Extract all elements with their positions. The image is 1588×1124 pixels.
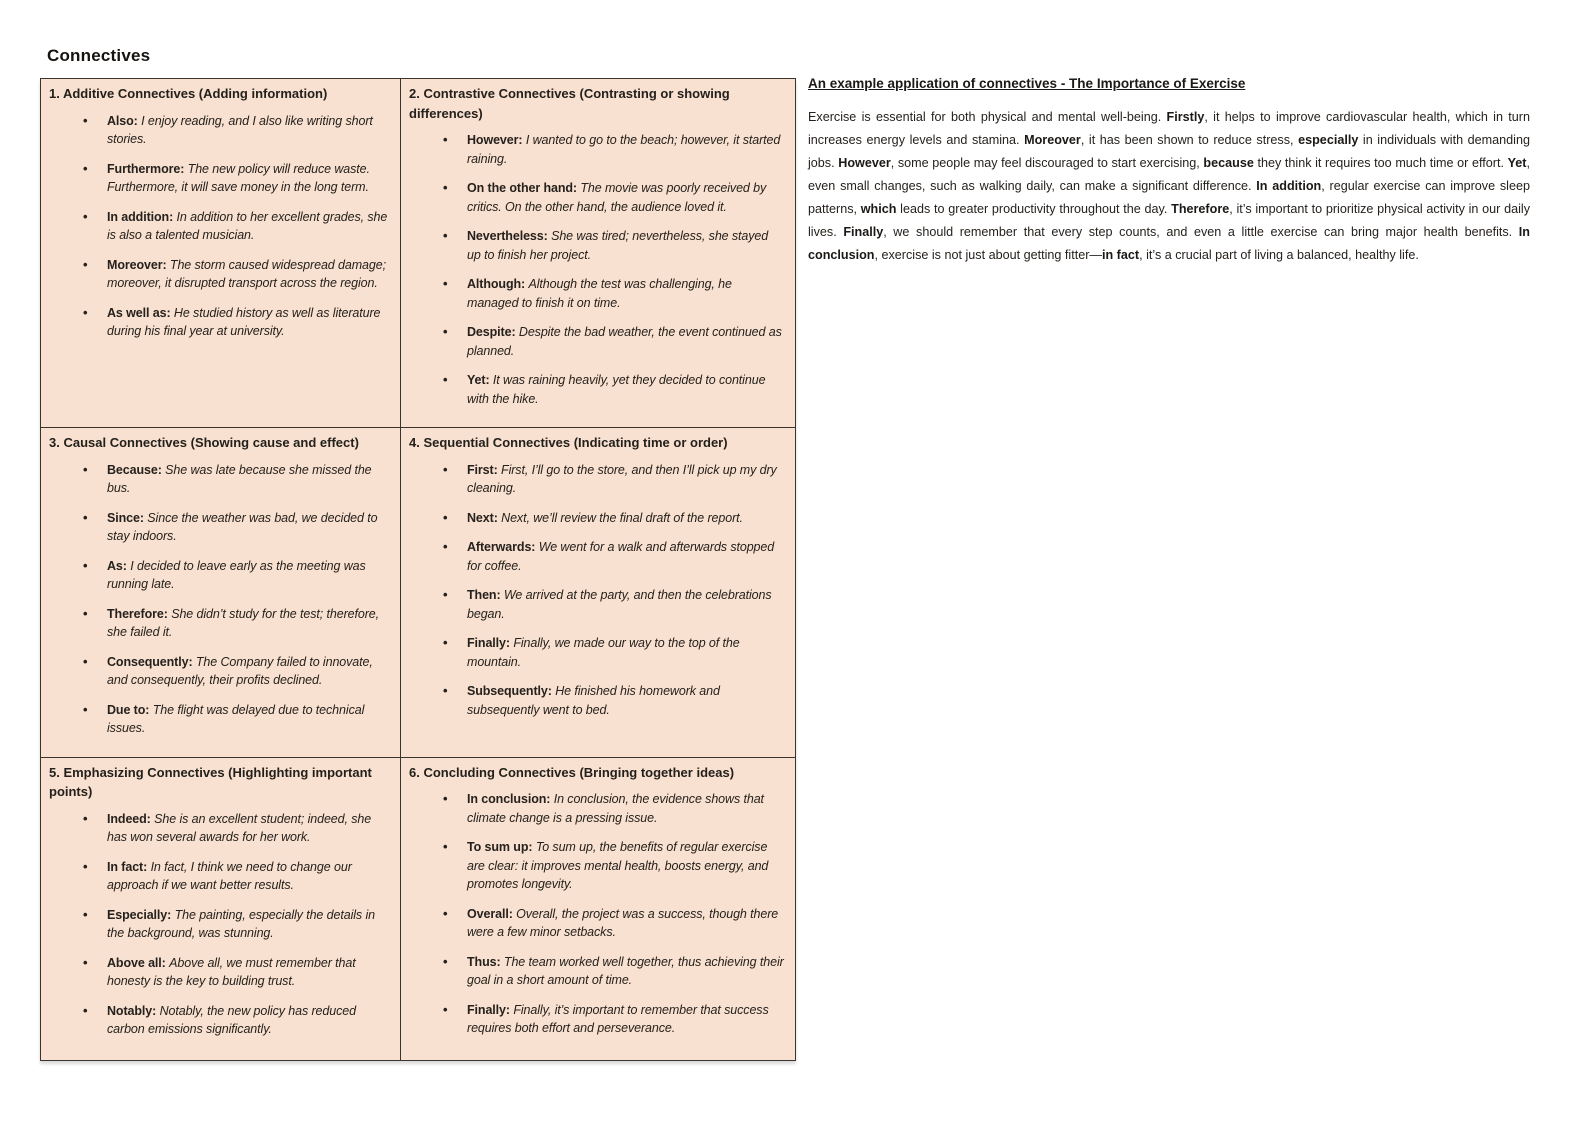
connective-term: Although: [467, 277, 526, 291]
connective-term: First: [467, 462, 498, 477]
example-list [409, 790, 786, 1038]
list-item [467, 682, 784, 719]
connective-example: She was tired; nevertheless, she stayed up to finish her project. [467, 229, 769, 262]
list-item [107, 906, 389, 943]
list-item [107, 208, 389, 245]
connective-term: However: [467, 133, 523, 147]
cell-heading: 5. Emphasizing Connectives (Highlighting important points) [49, 764, 372, 799]
connective-example: She didn’t study for the test; therefore, she failed it. [107, 606, 380, 639]
connective-term: Also: [107, 113, 138, 128]
list-item [467, 461, 784, 498]
connective-example: In fact, I think we need to change our approach if we want better results. [107, 859, 352, 892]
connective-example: He finished his homework and subsequently went to bed. [467, 684, 720, 717]
list-item [467, 323, 784, 360]
connective-example: Since the weather was bad, we decided to stay indoors. [107, 510, 378, 543]
list-item [107, 858, 389, 895]
connective-example: We arrived at the party, and then the celebrations began. [467, 588, 772, 621]
list-item [107, 701, 389, 738]
connective-term: Because: [107, 462, 162, 477]
list-item [107, 810, 389, 847]
list-item [107, 509, 389, 546]
connective-term: Subsequently: [467, 684, 552, 698]
cell-heading: 6. Concluding Connectives (Bringing together ideas) [409, 764, 735, 780]
cell-heading: 3. Causal Connectives (Showing cause and effect) [49, 435, 359, 450]
table-row [41, 428, 796, 758]
list-item [107, 954, 389, 991]
example-list [49, 810, 391, 1039]
example-article [808, 76, 1530, 267]
connective-cell-2 [401, 79, 796, 428]
connective-example: To sum up, the benefits of regular exercise are clear: it improves mental health, boosts energy, and promotes longevity. [467, 840, 769, 891]
list-item [467, 131, 784, 168]
connective-cell-1 [41, 79, 401, 428]
connective-example: Notably, the new policy has reduced carbon emissions significantly. [107, 1003, 356, 1036]
connective-example: Overall, the project was a success, though there were a few minor setbacks. [467, 906, 779, 939]
connective-example: In conclusion, the evidence shows that climate change is a pressing issue. [467, 792, 764, 825]
connective-example: Despite the bad weather, the event continued as planned. [467, 325, 782, 358]
bold-connective: In addition [1256, 179, 1322, 193]
bold-connective: Yet [1507, 156, 1527, 170]
connective-cell-5 [41, 757, 401, 1060]
connective-example: She is an excellent student; indeed, she has won several awards for her work. [107, 811, 372, 844]
table-row [41, 757, 796, 1060]
list-item [467, 509, 784, 528]
bold-connective: in fact [1101, 248, 1140, 262]
list-item [467, 371, 784, 408]
connective-term: Since: [107, 510, 144, 525]
connective-term: Consequently: [107, 654, 193, 669]
connective-term: Next: [467, 510, 498, 525]
list-item [467, 227, 784, 264]
connective-cell-3 [41, 428, 401, 758]
example-list [49, 112, 391, 341]
connective-term: Nevertheless: [467, 229, 548, 243]
example-list [49, 461, 391, 738]
list-item [107, 557, 389, 594]
list-item [107, 112, 389, 149]
bold-connective: However [838, 156, 891, 170]
connective-example: Although the test was challenging, he managed to finish it on time. [467, 277, 732, 310]
connective-term: In fact: [107, 859, 148, 874]
connective-term: Yet: [467, 373, 490, 387]
bold-connective: Moreover [1024, 133, 1081, 147]
connective-example: It was raining heavily, yet they decided to continue with the hike. [467, 373, 766, 406]
list-item [107, 461, 389, 498]
list-item [467, 1001, 784, 1038]
connective-example: The flight was delayed due to technical issues. [107, 702, 365, 735]
connective-term: Furthermore: [107, 161, 185, 176]
connective-example: I enjoy reading, and I also like writing short stories. [107, 113, 373, 146]
connective-example: I wanted to go to the beach; however, it started raining. [467, 133, 781, 166]
list-item [107, 1002, 389, 1039]
cell-heading: 2. Contrastive Connectives (Contrasting or showing differences) [409, 86, 730, 121]
connective-term: Due to: [107, 702, 150, 717]
list-item [467, 790, 784, 827]
bold-connective: which [860, 202, 897, 216]
list-item [467, 179, 784, 216]
connective-term: Especially: [107, 907, 172, 922]
connective-term: Finally: [467, 636, 510, 650]
list-item [107, 256, 389, 293]
cell-heading: 1. Additive Connectives (Adding information) [49, 86, 328, 101]
connective-example: First, I’ll go to the store, and then I’ll pick up my dry cleaning. [467, 462, 777, 495]
connective-term: On the other hand: [467, 181, 577, 195]
example-list [409, 461, 786, 720]
connective-term: In conclusion: [467, 792, 551, 806]
connective-example: The storm caused widespread damage; moreover, it disrupted transport across the region. [107, 257, 386, 290]
connective-term: As: [107, 558, 127, 573]
example-list [409, 131, 786, 408]
bold-connective: Firstly [1166, 110, 1205, 124]
connective-term: As well as: [107, 305, 171, 320]
connective-term: Indeed: [107, 811, 151, 826]
connective-term: Overall: [467, 906, 513, 921]
list-item [107, 605, 389, 642]
connective-example: The painting, especially the details in the background, was stunning. [107, 907, 375, 940]
connective-example: We went for a walk and afterwards stopped for coffee. [467, 540, 775, 573]
connective-term: Moreover: [107, 257, 167, 272]
bold-connective: Finally [843, 225, 884, 239]
list-item [467, 634, 784, 671]
list-item [467, 275, 784, 312]
list-item [467, 838, 784, 894]
bold-connective: especially [1298, 133, 1359, 147]
connective-example: Next, we’ll review the final draft of the report. [501, 510, 743, 525]
connective-term: Despite: [467, 325, 516, 339]
list-item [467, 905, 784, 942]
connective-term: To sum up: [467, 840, 533, 854]
connective-example: She was late because she missed the bus. [107, 462, 372, 495]
list-item [467, 538, 784, 575]
connective-term: Thus: [467, 954, 501, 969]
connectives-table [40, 78, 796, 1061]
connective-example: The new policy will reduce waste. Furthermore, it will save money in the long term. [107, 161, 370, 194]
list-item [467, 953, 784, 990]
list-item [467, 586, 784, 623]
connective-term: Finally: [467, 1002, 510, 1017]
bold-connective: In conclusion [808, 225, 1530, 262]
connective-term: Notably: [107, 1003, 157, 1018]
connective-example: I decided to leave early as the meeting was running late. [107, 558, 366, 591]
connective-term: Then: [467, 588, 501, 602]
table-row [41, 79, 796, 428]
connective-cell-4 [401, 428, 796, 758]
connective-term: Therefore: [107, 606, 168, 621]
page-title: Connectives [47, 46, 151, 65]
bold-connective: because [1203, 156, 1254, 170]
list-item [107, 304, 389, 341]
connective-example: He studied history as well as literature during his final year at university. [107, 305, 381, 338]
article-heading: An example application of connectives - The Importance of Exercise [808, 76, 1246, 91]
connective-example: The movie was poorly received by critics. On the other hand, the audience loved it. [467, 181, 767, 214]
connective-example: In addition to her excellent grades, she is also a talented musician. [107, 209, 388, 242]
list-item [107, 160, 389, 197]
connective-term: Afterwards: [467, 540, 536, 554]
cell-heading: 4. Sequential Connectives (Indicating time or order) [409, 435, 728, 450]
connective-term: In addition: [107, 209, 174, 224]
connective-example: Above all, we must remember that honesty is the key to building trust. [107, 955, 356, 988]
connective-example: Finally, we made our way to the top of the mountain. [467, 636, 740, 669]
article-paragraph: Exercise is essential for both physical and mental well-being. Firstly, it helps to improve cardiovascular health, which in turn increases energy levels and stamina. Moreover, it has been shown to reduce stress, especially in individuals with demanding jobs. However, some people may feel discouraged to start exercising, because they think it requires too much time or effort. Yet, even small changes, such as walking daily, can make a significant difference. In addition, regular exercise can improve sleep patterns, which leads to greater productivity throughout the day. Therefore, it’s important to prioritize physical activity in our daily lives. Finally, we should remember that every step counts, and even a little exercise can bring major health benefits. In conclusion, exercise is not just about getting fitter—in fact, it’s a crucial part of living a balanced, healthy life. [808, 110, 1531, 262]
list-item [107, 653, 389, 690]
connective-example: The team worked well together, thus achieving their goal in a short amount of time. [467, 954, 784, 987]
bold-connective: Therefore [1171, 202, 1230, 216]
connective-example: The Company failed to innovate, and consequently, their profits declined. [107, 654, 373, 687]
connective-example: Finally, it’s important to remember that success requires both effort and perseverance. [467, 1002, 769, 1035]
connective-cell-6 [401, 757, 796, 1060]
connective-term: Above all: [107, 955, 166, 970]
